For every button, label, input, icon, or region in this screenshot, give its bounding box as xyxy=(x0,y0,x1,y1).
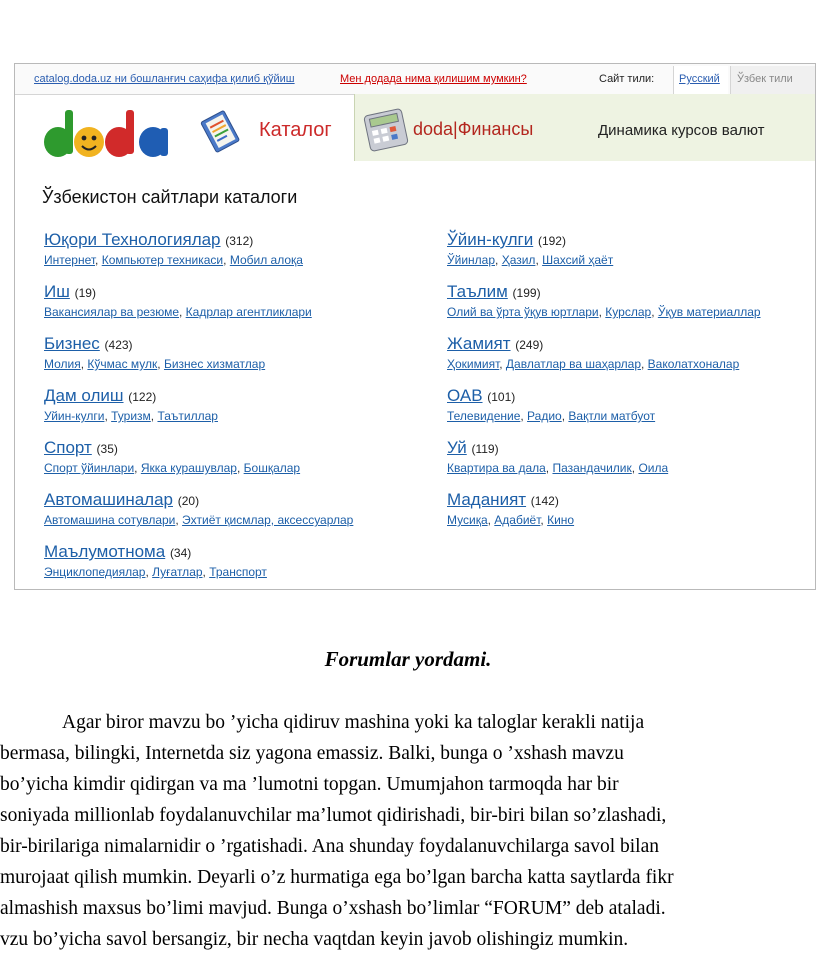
subcategory-link[interactable]: Оила xyxy=(638,461,669,475)
paragraph-line: Agar biror mavzu bo ’yicha qidiruv mashina yoki ka taloglar kerakli natija xyxy=(62,712,645,733)
lang-uzbek-label: Ўзбек тили xyxy=(737,73,793,85)
category-reference: Маълумотнома (34) Энциклопедиялар, Луғатлар, Транспорт xyxy=(44,542,267,579)
catalog-title: Ўзбекистон сайтлари каталоги xyxy=(42,187,298,207)
paragraph-line: bermasa, bilingki, Internetda siz yagona emassiz. Balki, bunga o ’xshash mavzu xyxy=(0,743,624,764)
subcategory-link[interactable]: Автомашина сотувлари xyxy=(44,513,176,527)
category-link[interactable]: Ўйин-кулги xyxy=(447,230,534,249)
subcategory-link[interactable]: Пазандачилик xyxy=(552,461,632,475)
subcategory-link[interactable]: Кино xyxy=(547,513,575,527)
subcategory-link[interactable]: Молия xyxy=(44,357,81,371)
subcategory-link[interactable]: Ҳазил xyxy=(501,253,536,267)
category-link[interactable]: Автомашиналар xyxy=(44,490,173,509)
category-count: (19) xyxy=(74,286,96,300)
category-sport: Спорт (35) Спорт ўйинлари, Якка курашувлар, Бошқалар xyxy=(44,438,301,475)
category-business: Бизнес (423) Молия, Кўчмас мулк, Бизнес хизматлар xyxy=(44,334,266,371)
subcategory-link[interactable]: Компьютер техникаси xyxy=(101,253,224,267)
category-link[interactable]: Иш xyxy=(44,282,70,301)
category-count: (312) xyxy=(225,234,254,248)
category-link[interactable]: Уй xyxy=(447,438,467,457)
category-leisure: Дам олиш (122) Уйин-кулги, Туризм, Таътиллар xyxy=(44,386,218,423)
help-link[interactable]: Мен додада нима қилишим мумкин? xyxy=(340,73,527,85)
category-link[interactable]: Маълумотнома xyxy=(44,542,166,561)
subcategory-link[interactable]: Вакансиялар ва резюме xyxy=(44,305,179,319)
subcategory-link[interactable]: Якка курашувлар xyxy=(140,461,237,475)
subcategory-link[interactable]: Бизнес хизматлар xyxy=(163,357,266,371)
finance-tab[interactable]: doda|Финансы xyxy=(413,119,534,139)
subcategory-link[interactable]: Ҳокимият xyxy=(447,357,500,371)
subcategory-link[interactable]: Квартира ва дала xyxy=(447,461,546,475)
lang-tab-russian[interactable] xyxy=(673,66,728,94)
subcategory-link[interactable]: Телевидение xyxy=(447,409,521,423)
category-count: (249) xyxy=(515,338,544,352)
top-bar xyxy=(15,64,816,95)
category-high-tech: Юқори Технологиялар (312) Интернет, Компьютер техникаси, Мобил алоқа xyxy=(44,230,303,267)
catalog-book-icon xyxy=(199,108,243,154)
category-link[interactable]: Спорт xyxy=(44,438,92,457)
category-education: Таълим (199) Олий ва ўрта ўқув юртлари, Курслар, Ўқув материаллар xyxy=(447,282,761,319)
category-media: ОАВ (101) Телевидение, Радио, Вақтли матбуот xyxy=(447,386,656,423)
category-link[interactable]: Таълим xyxy=(447,282,508,301)
category-culture: Маданият (142) Мусиқа, Адабиёт, Кино xyxy=(447,490,575,527)
category-count: (35) xyxy=(96,442,118,456)
category-link[interactable]: Бизнес xyxy=(44,334,100,353)
category-count: (101) xyxy=(487,390,516,404)
category-count: (142) xyxy=(530,494,559,508)
subcategory-link[interactable]: Мусиқа xyxy=(447,513,488,527)
catalog-tab[interactable]: Каталог xyxy=(259,119,332,141)
category-count: (199) xyxy=(512,286,541,300)
category-link[interactable]: Юқори Технологиялар xyxy=(44,230,221,249)
subcategory-link[interactable]: Шахсий ҳаёт xyxy=(542,253,614,267)
category-link[interactable]: Жамият xyxy=(447,334,511,353)
subcategory-link[interactable]: Кадрлар агентликлари xyxy=(185,305,312,319)
category-count: (122) xyxy=(128,390,157,404)
subcategory-link[interactable]: Интернет xyxy=(44,253,96,267)
subcategory-link[interactable]: Спорт ўйинлари xyxy=(44,461,135,475)
currency-rates-link[interactable]: Динамика курсов валют xyxy=(598,122,765,139)
subcategory-link[interactable]: Эхтиёт қисмлар, аксессуарлар xyxy=(182,513,354,527)
subcategory-link[interactable]: Таътиллар xyxy=(157,409,218,423)
subcategory-link[interactable]: Уйин-кулги xyxy=(44,409,105,423)
lang-tab-uzbek[interactable] xyxy=(730,66,816,94)
subcategory-link[interactable]: Бошқалар xyxy=(243,461,301,475)
finance-panel xyxy=(354,94,816,161)
paragraph-line: almashish maxsus bo’limi mavjud. Bunga o’xshash bo’limlar “FORUM” deb ataladi. xyxy=(0,898,666,919)
paragraph-line: murojaat qilish mumkin. Deyarli o’z hurmatiga ega bo’lgan barcha katta saytlarda fikr xyxy=(0,867,674,888)
category-games: Ўйин-кулги (192) Ўйинлар, Ҳазил, Шахсий ҳаёт xyxy=(447,230,614,267)
subcategory-link[interactable]: Олий ва ўрта ўқув юртлари xyxy=(447,305,599,319)
category-count: (423) xyxy=(104,338,133,352)
subcategory-link[interactable]: Давлатлар ва шаҳарлар xyxy=(505,357,641,371)
catalog-screenshot xyxy=(14,63,816,590)
subcategory-link[interactable]: Мобил алоқа xyxy=(229,253,303,267)
category-link[interactable]: ОАВ xyxy=(447,386,483,405)
paragraph-line: bo’yicha kimdir qidirgan va ma ’lumotni topgan. Umumjahon tarmoqda har bir xyxy=(0,774,619,795)
subcategory-link[interactable]: Ўйинлар xyxy=(447,253,496,267)
category-jobs: Иш (19) Вакансиялар ва резюме, Кадрлар агентликлари xyxy=(44,282,312,319)
paragraph-line: vzu bo’yicha savol bersangiz, bir necha vaqtdan keyin javob olishingiz mumkin. xyxy=(0,929,629,950)
lang-russian-label[interactable]: Русский xyxy=(679,73,720,85)
subcategory-link[interactable]: Транспорт xyxy=(209,565,267,579)
subcategory-link[interactable]: Радио xyxy=(527,409,562,423)
paragraph-line: soniyada millionlab foydalanuvchilar ma’lumot qidirishadi, bir-biri bilan so’zlashadi, xyxy=(0,805,667,826)
category-link[interactable]: Дам олиш xyxy=(44,386,124,405)
subcategory-link[interactable]: Адабиёт xyxy=(494,513,541,527)
category-link[interactable]: Маданият xyxy=(447,490,527,509)
subcategory-link[interactable]: Вақтли матбуот xyxy=(568,409,656,423)
subcategory-link[interactable]: Курслар xyxy=(605,305,652,319)
site-language-label: Сайт тили: xyxy=(599,73,655,85)
subcategory-link[interactable]: Ваколатхоналар xyxy=(647,357,740,371)
doda-logo[interactable] xyxy=(41,102,171,160)
category-count: (20) xyxy=(177,494,200,508)
subcategory-link[interactable]: Ўқув материаллар xyxy=(657,305,761,319)
subcategory-link[interactable]: Кўчмас мулк xyxy=(87,357,158,371)
calculator-icon xyxy=(361,108,411,152)
category-count: (192) xyxy=(537,234,566,248)
category-society: Жамият (249) Ҳокимият, Давлатлар ва шаҳарлар, Ваколатхоналар xyxy=(447,334,740,371)
set-homepage-link[interactable]: catalog.doda.uz ни бошланғич саҳифа қилиб қўйиш xyxy=(34,73,295,85)
category-count: (34) xyxy=(169,546,192,560)
category-cars: Автомашиналар (20) Автомашина сотувлари, Эхтиёт қисмлар, аксессуарлар xyxy=(44,490,354,527)
paragraph-line: bir-birilariga nimalarnidir o ’rgatishadi. Ana shunday foydalanuvchilarga savol bilan xyxy=(0,836,660,857)
section-heading: Forumlar yordami. xyxy=(324,647,492,671)
category-home: Уй (119) Квартира ва дала, Пазандачилик, Оила xyxy=(447,438,669,475)
subcategory-link[interactable]: Энциклопедиялар xyxy=(44,565,146,579)
subcategory-link[interactable]: Луғатлар xyxy=(152,565,203,579)
subcategory-link[interactable]: Туризм xyxy=(111,409,151,423)
category-count: (119) xyxy=(471,442,499,456)
